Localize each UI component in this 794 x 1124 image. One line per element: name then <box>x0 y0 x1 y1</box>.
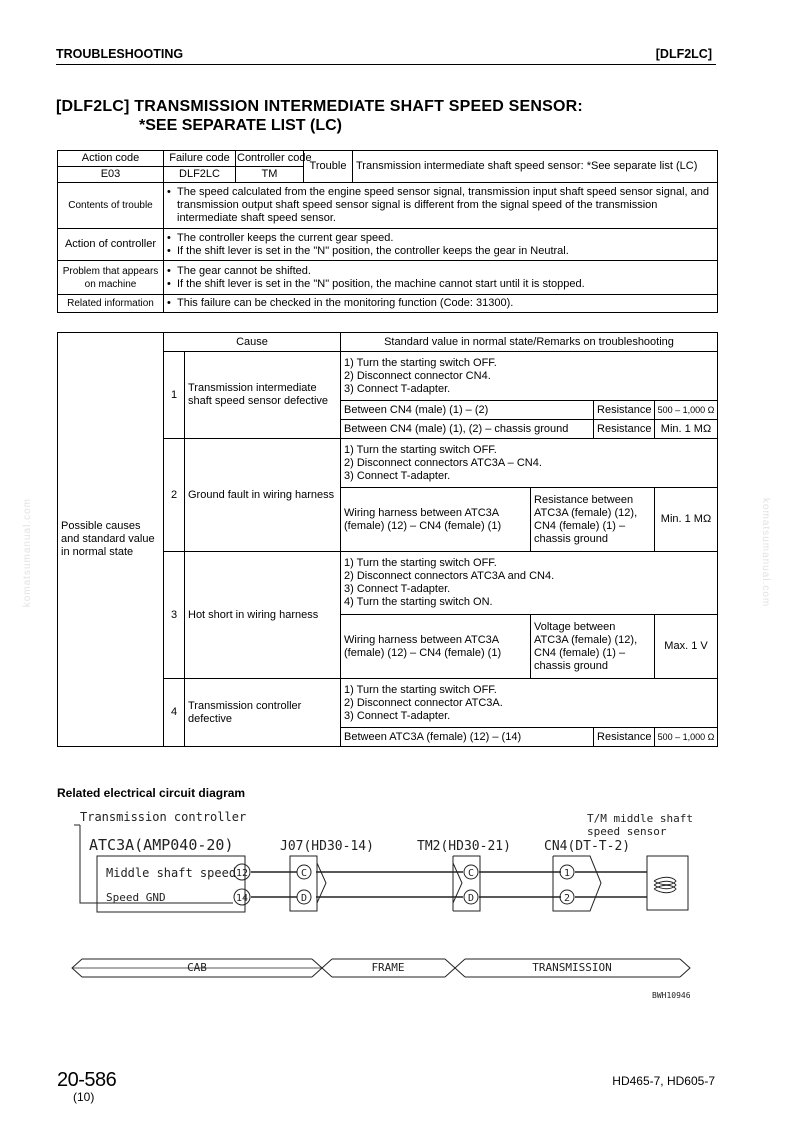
controller-label: Transmission controller <box>80 810 247 824</box>
zone-label-transmission: TRANSMISSION <box>532 961 612 974</box>
revision-number: (10) <box>73 1090 95 1104</box>
zone-label-cab: CAB <box>187 961 207 974</box>
check-value: 500 – 1,000 Ω <box>655 728 718 747</box>
pin-label: 2 <box>563 893 571 904</box>
cause-number: 4 <box>164 679 185 747</box>
check-item: Resistance <box>594 420 655 439</box>
problem-item: If the shift lever is set in the "N" position, the machine cannot start until it is stopped. <box>177 277 585 290</box>
pin-label: 1 <box>563 868 571 879</box>
pin-label: C <box>300 868 308 879</box>
check-item: Resistance <box>594 401 655 420</box>
check-item: Resistance <box>594 728 655 747</box>
failure-code-header: [DLF2LC] <box>655 47 712 61</box>
possible-causes-table <box>57 332 718 747</box>
header-trouble: Trouble <box>304 151 353 183</box>
procedure-step: 2) Disconnect connectors ATC3A – CN4. <box>344 456 542 469</box>
contents-text: The speed calculated from the engine speed sensor signal, transmission input shaft speed sensor signal, and transmission output shaft speed sensor signal is different from the signal speed of the transmission intermediate shaft speed sensor. <box>177 186 709 224</box>
sensor-coil-icon <box>654 877 676 893</box>
failure-info-table <box>57 150 718 313</box>
procedure-step: 2) Disconnect connector ATC3A. <box>344 696 503 709</box>
signal-label: Middle shaft speed <box>106 866 237 880</box>
signal-label: Speed GND <box>106 891 166 904</box>
procedure-step: 1) Turn the starting switch OFF. <box>344 443 497 456</box>
page-title-line1: [DLF2LC] TRANSMISSION INTERMEDIATE SHAFT SPEED SENSOR: <box>56 98 583 115</box>
section-header: TROUBLESHOOTING <box>56 47 184 61</box>
contents-label: Contents of trouble <box>58 183 164 229</box>
sensor-label-2: speed sensor <box>587 825 667 838</box>
check-between: Between CN4 (male) (1), (2) – chassis ground <box>341 420 594 439</box>
connector-j07-label: J07(HD30-14) <box>280 839 374 854</box>
circuit-diagram <box>60 808 710 1008</box>
procedure-step: 3) Connect T-adapter. <box>344 583 451 595</box>
sensor-label-1: T/M middle shaft <box>587 812 693 825</box>
bullet: • <box>167 277 171 290</box>
pin-label: C <box>467 868 475 879</box>
related-label: Related information <box>58 295 164 313</box>
cause-text: Transmission intermediate shaft speed sensor defective <box>185 352 341 439</box>
check-between: Between ATC3A (female) (12) – (14) <box>341 728 594 747</box>
connector-tm2-label: TM2(HD30-21) <box>417 839 511 854</box>
check-item: Resistance between ATC3A (female) (12), CN4 (female) (1) – chassis ground <box>531 488 655 552</box>
cn4-connector-box <box>553 856 601 911</box>
bullet: • <box>167 231 171 244</box>
header-failure-code: Failure code <box>164 151 236 167</box>
action-item: The controller keeps the current gear speed. <box>177 231 394 244</box>
procedure-step: 3) Connect T-adapter. <box>344 709 451 722</box>
problem-item: The gear cannot be shifted. <box>177 264 311 277</box>
check-value: Min. 1 MΩ <box>655 488 718 552</box>
sensor-box <box>647 856 688 910</box>
possible-causes-label: Possible causes and standard value in normal state <box>58 333 164 747</box>
cause-number: 3 <box>164 552 185 679</box>
controller-code-value: TM <box>236 167 304 183</box>
bullet: • <box>167 297 171 309</box>
header-action-code: Action code <box>58 151 164 167</box>
header-standard-value: Standard value in normal state/Remarks on troubleshooting <box>341 333 718 352</box>
header-controller-code: Controller code <box>236 151 304 167</box>
watermark-right: komatsumanual.com <box>760 498 771 608</box>
pin-label: 12 <box>235 868 249 879</box>
cause-number: 1 <box>164 352 185 439</box>
page-title-line2: *SEE SEPARATE LIST (LC) <box>139 117 342 134</box>
procedure-step: 1) Turn the starting switch OFF. <box>344 683 497 696</box>
cause-text: Hot short in wiring harness <box>185 552 341 679</box>
bullet: • <box>167 264 171 277</box>
procedure-step: 3) Connect T-adapter. <box>344 469 451 482</box>
check-value: 500 – 1,000 Ω <box>655 401 718 420</box>
harness-description: Wiring harness between ATC3A (female) (12) – CN4 (female) (1) <box>341 615 531 679</box>
related-item: This failure can be checked in the monitoring function (Code: 31300). <box>177 297 514 309</box>
zone-label-frame: FRAME <box>371 961 405 974</box>
harness-description: Wiring harness between ATC3A (female) (12) – CN4 (female) (1) <box>341 488 531 552</box>
procedure-step: 4) Turn the starting switch ON. <box>344 596 493 608</box>
trouble-description: Transmission intermediate shaft speed sensor: *See separate list (LC) <box>353 151 718 183</box>
cause-number: 2 <box>164 439 185 552</box>
check-between: Between CN4 (male) (1) – (2) <box>341 401 594 420</box>
pin-label: D <box>467 893 475 904</box>
procedure-step: 3) Connect T-adapter. <box>344 382 451 395</box>
cause-text: Transmission controller defective <box>185 679 341 747</box>
procedure-step: 1) Turn the starting switch OFF. <box>344 356 497 369</box>
check-item: Voltage between ATC3A (female) (12), CN4 (female) (1) – chassis ground <box>531 615 655 679</box>
action-code-value: E03 <box>58 167 164 183</box>
connector-atc3a-label: ATC3A(AMP040-20) <box>89 836 234 854</box>
header-rule <box>56 64 716 65</box>
bullet: • <box>167 244 171 257</box>
cause-text: Ground fault in wiring harness <box>185 439 341 552</box>
connector-cn4-label: CN4(DT-T-2) <box>544 839 631 854</box>
action-label: Action of controller <box>58 229 164 261</box>
problem-label: Problem that appears on machine <box>58 261 164 295</box>
page-number: 20-586 <box>57 1069 117 1091</box>
procedure-step: 1) Turn the starting switch OFF. <box>344 557 497 569</box>
procedure-step: 2) Disconnect connectors ATC3A and CN4. <box>344 570 555 582</box>
circuit-diagram-title: Related electrical circuit diagram <box>57 786 246 800</box>
failure-code-value: DLF2LC <box>164 167 236 183</box>
drawing-number: BWH10946 <box>652 991 691 1000</box>
action-item: If the shift lever is set in the "N" position, the controller keeps the gear in Neutral. <box>177 244 569 257</box>
header-cause: Cause <box>164 333 341 352</box>
check-value: Min. 1 MΩ <box>655 420 718 439</box>
pin-label: 14 <box>235 893 249 904</box>
check-value: Max. 1 V <box>655 615 718 679</box>
pin-label: D <box>300 893 308 904</box>
model-numbers: HD465-7, HD605-7 <box>612 1074 715 1088</box>
watermark-left: komatsumanual.com <box>22 498 33 608</box>
procedure-step: 2) Disconnect connector CN4. <box>344 369 491 382</box>
bullet: • <box>167 186 171 198</box>
